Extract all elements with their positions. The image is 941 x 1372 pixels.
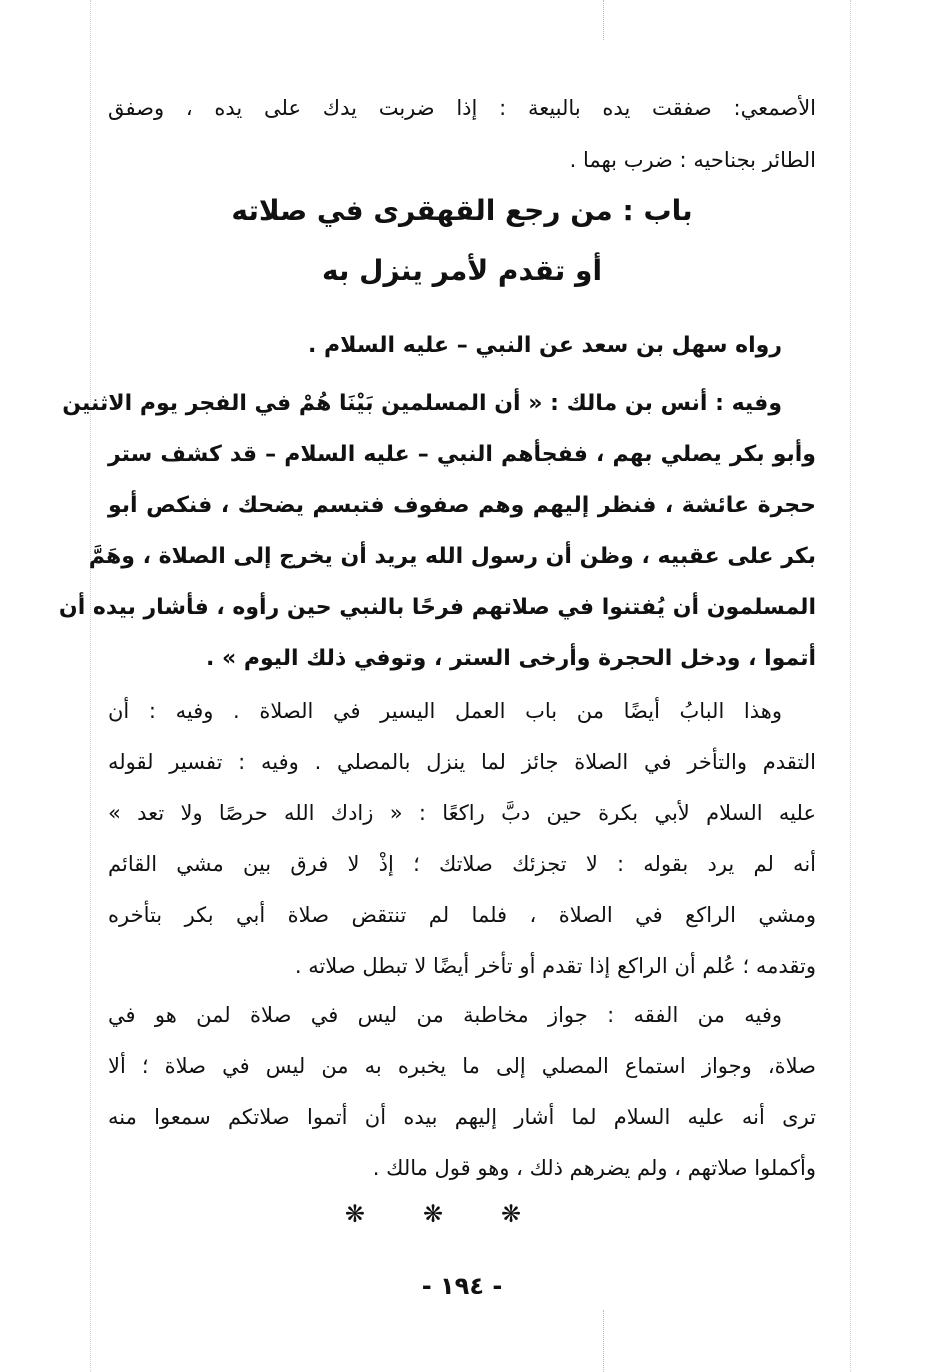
hadith-line: وفيه : أنس بن مالك : « أن المسلمين بَيْنَا هُمْ في الفجر يوم الاثنين xyxy=(62,391,782,416)
fold-line-right xyxy=(850,0,851,1372)
fiqh-paragraph xyxy=(108,990,816,1194)
section-separator: ❋❋❋ xyxy=(344,1200,580,1228)
narration-text: رواه سهل بن سعد عن النبي – عليه السلام . xyxy=(308,333,782,358)
fiqh-line: وفيه من الفقه : جواز مخاطبة من ليس في صلاة لمن هو في xyxy=(108,1003,782,1027)
fiqh-line: وأكملوا صلاتهم ، ولم يضرهم ذلك ، وهو قول مالك . xyxy=(372,1156,816,1180)
hadith-line: المسلمون أن يُفتنوا في صلاتهم فرحًا بالنبي حين رأوه ، فأشار بيده أن xyxy=(58,595,816,620)
narration-line xyxy=(108,320,816,371)
hadith-line: حجرة عائشة ، فنظر إليهم وهم صفوف فتبسم يضحك ، فنكص أبو xyxy=(108,493,816,518)
chapter-heading-line-2: أو تقدم لأمر ينزل به xyxy=(321,254,603,287)
hadith-paragraph xyxy=(58,378,816,684)
intro-line: الطائر بجناحيه : ضرب بهما . xyxy=(569,148,816,172)
commentary-paragraph xyxy=(108,686,816,992)
commentary-line: وتقدمه ؛ عُلم أن الراكع إذا تقدم أو تأخر أيضًا لا تبطل صلاته . xyxy=(294,954,816,978)
fiqh-line: صلاة، وجواز استماع المصلي إلى ما يخبره به من ليس في صلاة ؛ ألا xyxy=(108,1054,816,1078)
chapter-heading-line-1: باب : من رجع القهقرى في صلاته xyxy=(231,194,693,227)
commentary-line: أنه لم يرد بقوله : لا تجزئك صلاتك ؛ إذْ لا فرق بين مشي القائم xyxy=(108,852,816,876)
fold-line-top xyxy=(603,0,604,40)
intro-line: الأصمعي: صفقت يده بالبيعة : إذا ضربت يدك على يده ، وصفق xyxy=(108,96,816,120)
intro-paragraph xyxy=(108,82,816,186)
page-number: - ١٩٤ - xyxy=(421,1272,503,1300)
hadith-line: أتموا ، ودخل الحجرة وأرخى الستر ، وتوفي ذلك اليوم » . xyxy=(205,646,816,671)
commentary-line: ومشي الراكع في الصلاة ، فلما لم تنتقض صلاة أبي بكر بتأخره xyxy=(108,903,816,927)
fold-line-bottom xyxy=(603,1310,604,1372)
commentary-line: عليه السلام لأبي بكرة حين دبَّ راكعًا : « زادك الله حرصًا ولا تعد » xyxy=(108,801,816,825)
hadith-line: بكر على عقبيه ، وظن أن رسول الله يريد أن يخرج إلى الصلاة ، وهَمَّ xyxy=(88,544,816,569)
commentary-line: التقدم والتأخر في الصلاة جائز لما ينزل بالمصلي . وفيه : تفسير لقوله xyxy=(108,750,816,774)
commentary-line: وهذا البابُ أيضًا من باب العمل اليسير في الصلاة . وفيه : أن xyxy=(108,699,782,723)
fold-line-left xyxy=(90,0,91,1372)
fiqh-line: ترى أنه عليه السلام لما أشار إليهم بيده أن أتموا صلاتكم سمعوا منه xyxy=(108,1105,816,1129)
hadith-line: وأبو بكر يصلي بهم ، ففجأهم النبي – عليه السلام – قد كشف ستر xyxy=(108,442,816,467)
